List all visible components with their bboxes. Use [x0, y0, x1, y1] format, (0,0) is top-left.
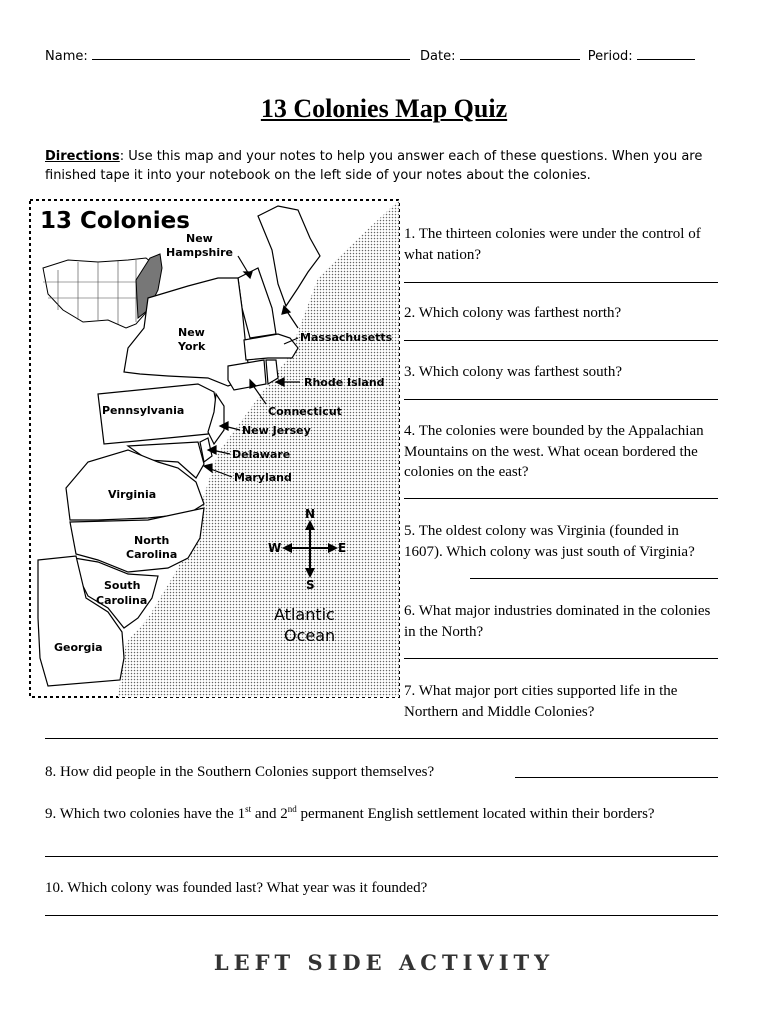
question-9-text-b: and 2 — [251, 806, 288, 822]
question-9-sup-2: nd — [287, 804, 297, 814]
label-virginia: Virginia — [108, 488, 157, 501]
label-massachusetts: Massachusetts — [300, 331, 393, 344]
label-delaware: Delaware — [232, 448, 291, 461]
label-connecticut: Connecticut — [268, 405, 342, 418]
answer-line-1[interactable] — [404, 282, 718, 283]
answer-line-4[interactable] — [404, 498, 718, 499]
label-south-carolina-1: South — [104, 579, 141, 592]
question-6: 6. What major industries dominated in the colonies in the North? — [404, 603, 711, 640]
answer-line-2[interactable] — [404, 340, 718, 341]
directions-text: : Use this map and your notes to help you answer each of these questions. When you are finished tape it into your notebook on the left side of your notes about the colonies. — [45, 149, 703, 183]
question-9 — [45, 799, 720, 825]
label-ocean-1: Atlantic — [274, 605, 335, 624]
date-field[interactable] — [460, 47, 580, 60]
student-info-header — [45, 47, 725, 64]
compass-n: N — [305, 507, 316, 521]
question-9-text-a: 9. Which two colonies have the 1 — [45, 806, 246, 822]
connecticut-shape — [228, 360, 266, 390]
question-5: 5. The oldest colony was Virginia (founded in 1607). Which colony was just south of Virginia? — [404, 523, 695, 560]
date-label: Date: — [420, 49, 456, 64]
label-maryland: Maryland — [234, 471, 292, 484]
question-8: 8. How did people in the Southern Colonies support themselves? — [45, 764, 435, 780]
colonies-map — [28, 198, 401, 700]
label-north-carolina-1: North — [134, 534, 170, 547]
label-north-carolina-2: Carolina — [126, 548, 178, 561]
page-title: 13 Colonies Map Quiz — [260, 94, 508, 123]
question-1: 1. The thirteen colonies were under the control of what nation? — [404, 226, 701, 263]
question-4: 4. The colonies were bounded by the Appalachian Mountains on the west. What ocean bordered the colonies on the east? — [404, 423, 704, 480]
compass-e: E — [338, 541, 347, 555]
label-georgia: Georgia — [54, 641, 103, 654]
name-label: Name: — [45, 49, 88, 64]
directions-label: Directions — [45, 149, 120, 164]
question-7: 7. What major port cities supported life in the Northern and Middle Colonies? — [404, 683, 678, 720]
footer-left-side-activity: LEFT SIDE ACTIVITY — [213, 950, 555, 975]
label-pennsylvania: Pennsylvania — [102, 404, 185, 417]
label-new-hampshire-2: Hampshire — [166, 246, 233, 259]
compass-s: S — [306, 578, 315, 592]
answer-line-9[interactable] — [45, 856, 718, 857]
answer-line-8[interactable] — [515, 777, 718, 778]
question-2: 2. Which colony was farthest north? — [404, 305, 622, 321]
label-new-jersey: New Jersey — [242, 424, 311, 437]
maine-shape — [258, 206, 320, 306]
label-new-york-2: York — [178, 340, 206, 353]
usa-inset-map — [43, 254, 162, 328]
question-9-text-c: permanent English settlement located within their borders? — [296, 806, 655, 822]
answer-line-3[interactable] — [404, 399, 718, 400]
label-south-carolina-2: Carolina — [96, 594, 148, 607]
answer-line-6[interactable] — [404, 658, 718, 659]
question-9-sup-1: st — [245, 804, 252, 814]
period-field[interactable] — [637, 47, 695, 60]
period-label: Period: — [587, 49, 633, 64]
question-10: 10. Which colony was founded last? What year was it founded? — [45, 880, 428, 896]
map-title: 13 Colonies — [40, 208, 190, 234]
label-new-york-1: New — [178, 326, 205, 339]
directions — [45, 147, 725, 185]
answer-line-10[interactable] — [45, 915, 718, 916]
name-field[interactable] — [92, 47, 410, 60]
colonies-map-svg — [28, 198, 401, 700]
answer-line-7[interactable] — [45, 738, 718, 739]
compass-w: W — [268, 541, 282, 555]
question-3: 3. Which colony was farthest south? — [404, 364, 623, 380]
answer-line-5[interactable] — [470, 578, 718, 579]
label-rhode-island: Rhode Island — [304, 376, 385, 389]
label-new-hampshire-1: New — [186, 232, 213, 245]
label-ocean-2: Ocean — [284, 626, 336, 645]
